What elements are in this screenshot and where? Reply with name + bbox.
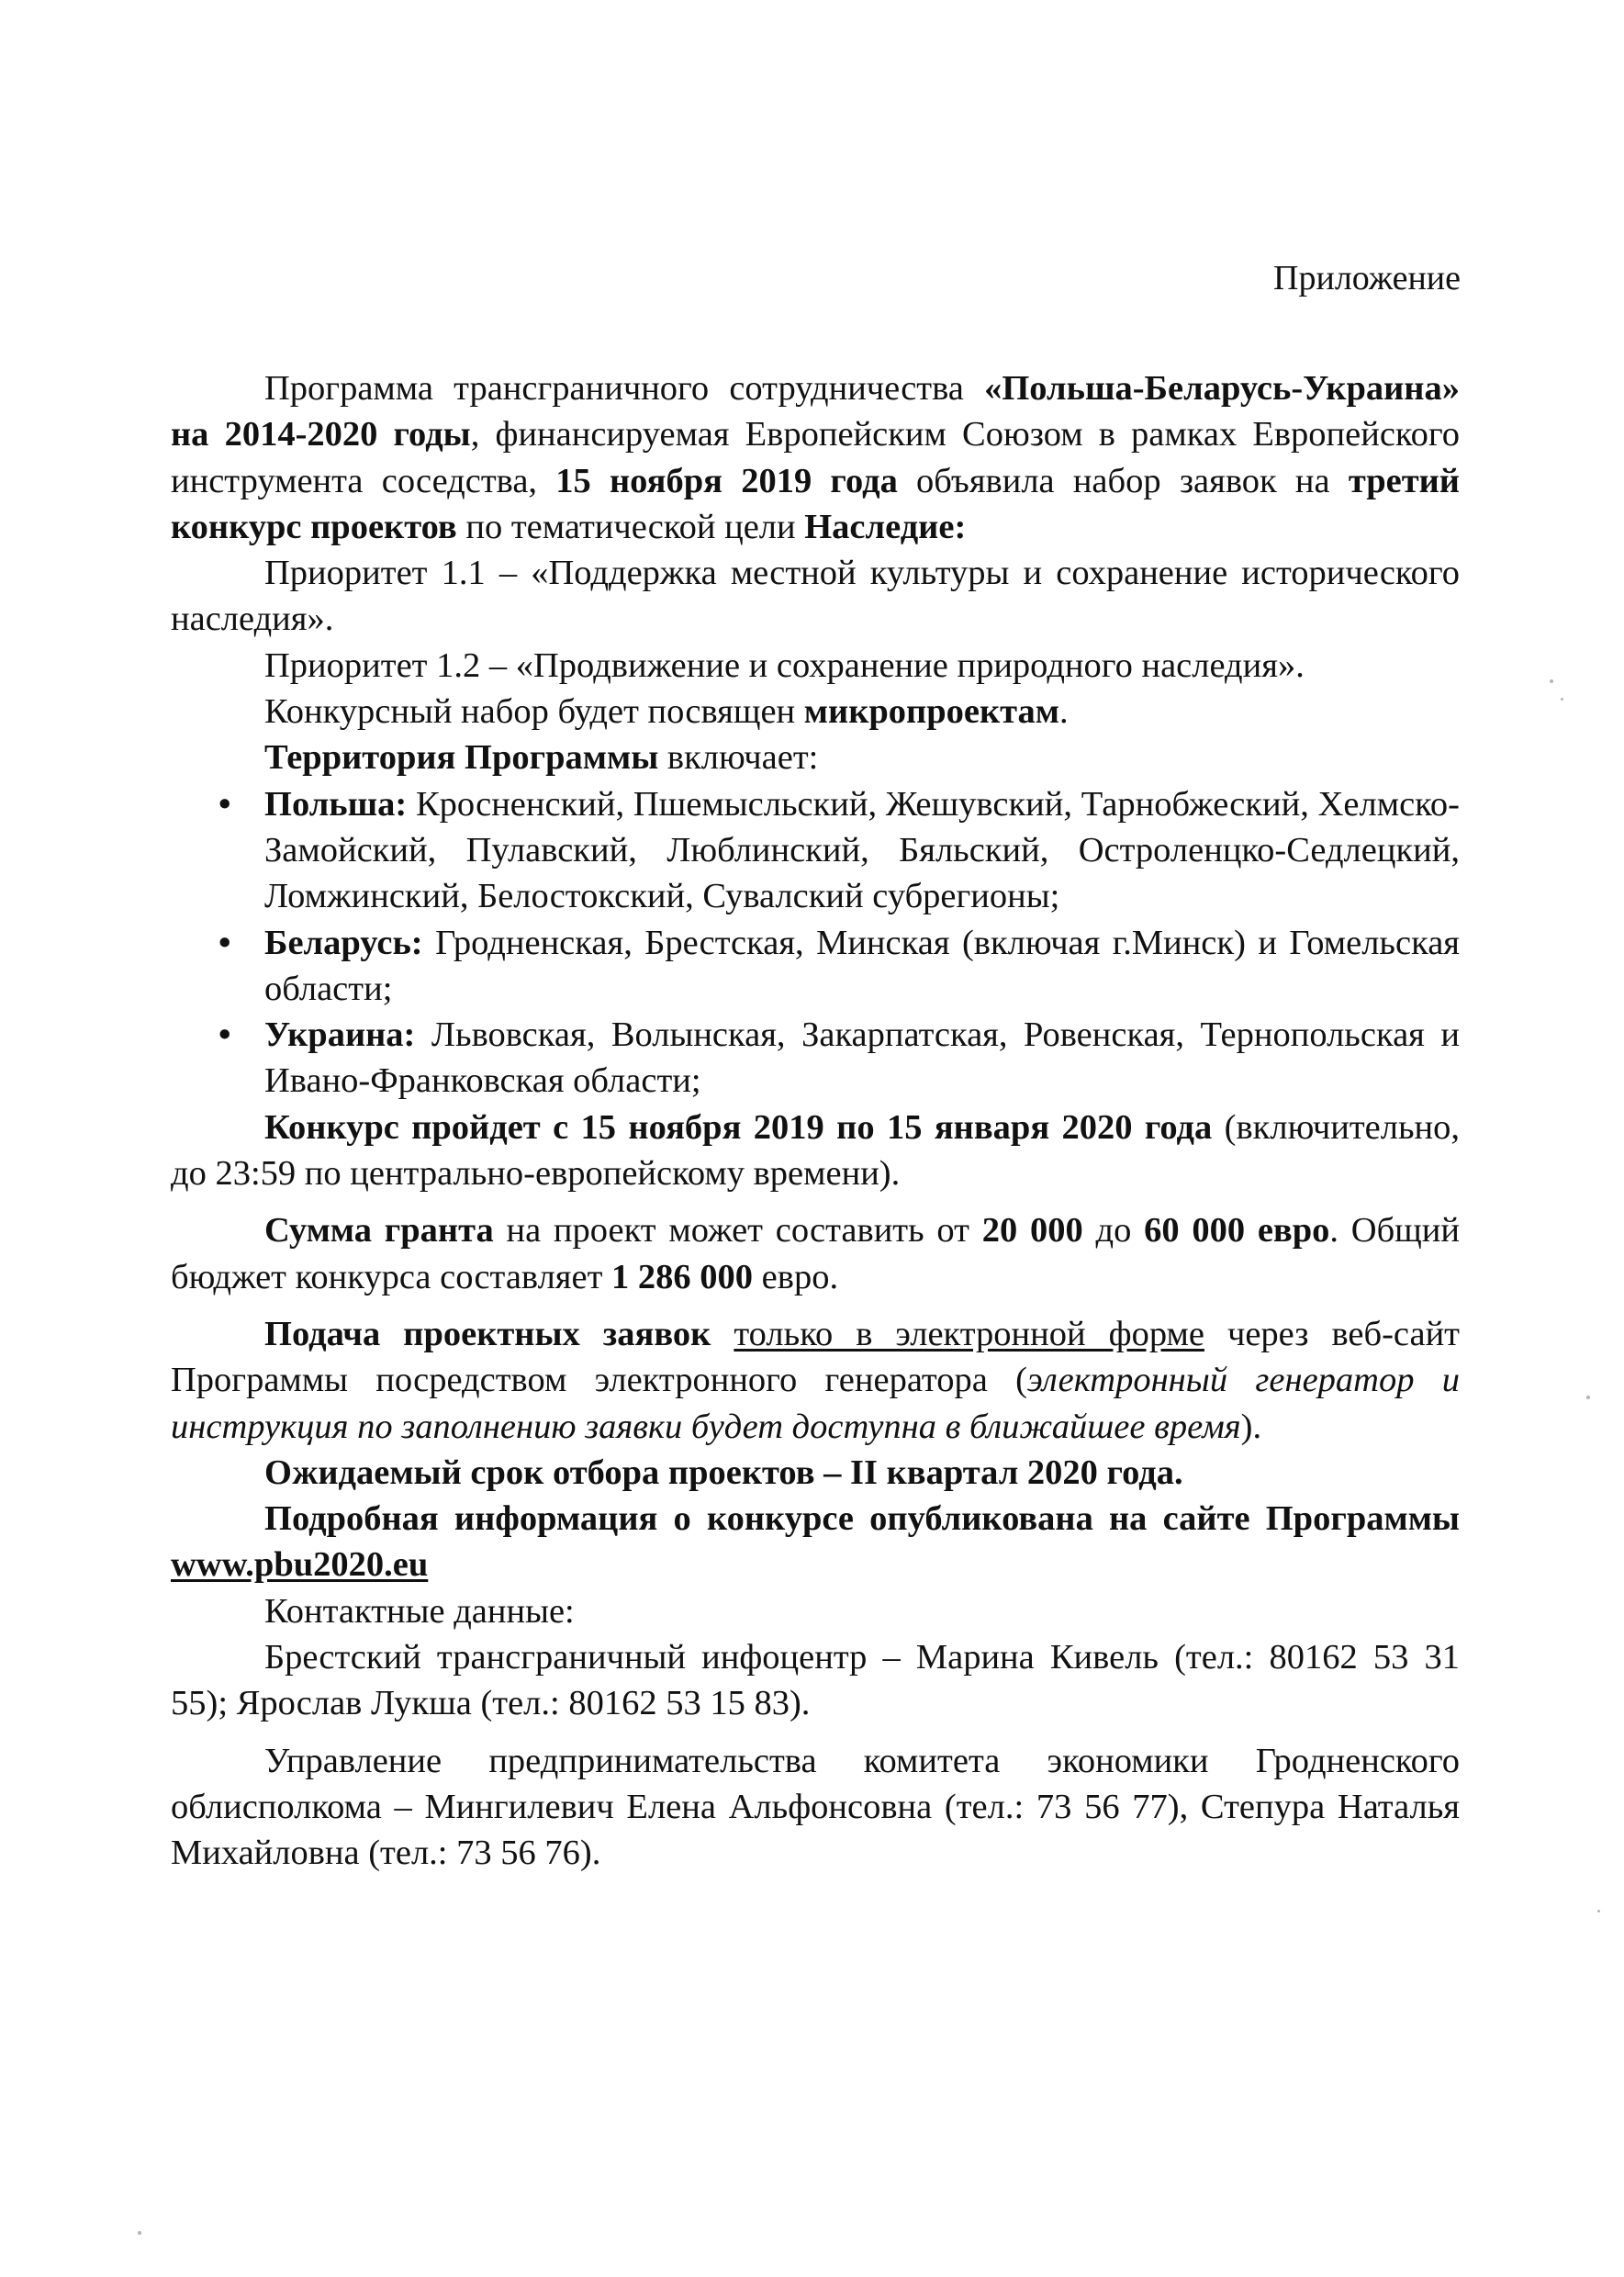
dates-text: (включительно, до 23:59 по центрально-европейскому времени).: [171, 1107, 1461, 1194]
intro-text-1: Программа трансграничного сотрудничества: [264, 369, 985, 408]
territory-bold: Территория Программы: [264, 738, 659, 778]
bullet-icon: •: [218, 1015, 231, 1055]
intro-text-2: , финансируемая Европейским Союзом в рамках Европейского инструмента соседства,: [171, 415, 1460, 500]
list-item-belarus: [171, 920, 1460, 1013]
program-name: «Польша-Беларусь-Украина» на 2014-2020 годы: [171, 369, 1460, 454]
submission-underline: только в электронной форме: [734, 1314, 1204, 1353]
selection-text: Ожидаемый срок отбора проектов – II квартал 2020 года.: [264, 1453, 1183, 1492]
document-body: [171, 365, 1460, 1877]
contact-brest: Брестский трансграничный инфоцентр – Марина Кивель (тел.: 80162 53 31 55); Ярослав Лукша (тел.: 80162 53 15 83).: [171, 1638, 1460, 1723]
country-name: Польша:: [264, 784, 408, 824]
intro-text-3: объявила набор заявок на: [897, 461, 1349, 500]
grant-max: 60 000 евро: [1144, 1211, 1330, 1251]
regions-list: [171, 781, 1460, 1105]
country-name: Украина:: [264, 1015, 416, 1055]
priority-1-1: Приоритет 1.1 – «Поддержка местной культуры и сохранение исторического наследия».: [171, 554, 1460, 639]
priority-1-2: Приоритет 1.2 – «Продвижение и сохранение природного наследия».: [264, 645, 1305, 685]
submission-end: ).: [1240, 1407, 1262, 1446]
submission-italic: электронный генератор и инструкция по заполнению заявки будет доступна в ближайшее время: [171, 1361, 1460, 1446]
scan-speck: [138, 2231, 141, 2235]
scan-speck: [1597, 1910, 1600, 1912]
submission-paragraph: [171, 1311, 1460, 1450]
call-name: третий конкурс проектов: [171, 461, 1460, 546]
selection-paragraph: [171, 1450, 1460, 1496]
submission-bold: Подача проектных заявок: [264, 1314, 711, 1353]
scan-speck: [1586, 1396, 1590, 1399]
micro-end: .: [1059, 692, 1069, 732]
submission-space: [711, 1315, 734, 1353]
grant-text-4: евро.: [753, 1257, 839, 1296]
info-paragraph: [171, 1496, 1460, 1588]
scan-speck: [1561, 698, 1563, 701]
region-list-text: Львовская, Волынская, Закарпатская, Ровенская, Тернопольская и Ивано-Франковская области;: [264, 1015, 1460, 1101]
list-item-poland: [171, 781, 1460, 920]
announcement-date: 15 ноября 2019 года: [555, 461, 898, 500]
country-name: Беларусь:: [264, 923, 423, 962]
scan-speck: [1550, 679, 1553, 683]
website-link[interactable]: www.pbu2020.eu: [171, 1545, 429, 1585]
grant-text-3: . Общий бюджет конкурса составляет: [171, 1211, 1461, 1296]
thematic-goal: Наследие:: [804, 507, 967, 546]
competition-dates: Конкурс пройдет с 15 ноября 2019 по 15 января 2020 года: [264, 1107, 1213, 1147]
contact-grodno: Управление предпринимательства комитета экономики Гродненского облисполкома – Мингилевич Елена Альфонсовна (тел.: 73 56 77), Степура Наталья Михайловна (тел.: 73 56 76).: [171, 1741, 1460, 1873]
micro-bold: микропроектам: [803, 692, 1060, 732]
grant-label: Сумма гранта: [264, 1211, 494, 1251]
territory-text: включает:: [658, 738, 819, 778]
intro-text-4: по тематической цели: [456, 507, 805, 546]
bullet-icon: •: [218, 923, 231, 962]
submission-text: через веб-сайт Программы посредством электронного генератора (: [171, 1314, 1460, 1400]
dates-paragraph: [171, 1105, 1460, 1197]
grant-text-2: до: [1082, 1211, 1145, 1251]
total-budget: 1 286 000: [611, 1257, 754, 1296]
intro-paragraph: [171, 365, 1460, 550]
micro-text: Конкурсный набор будет посвящен: [264, 692, 804, 732]
grant-text-1: на проект может составить от: [493, 1211, 982, 1251]
region-list-text: Гродненская, Брестская, Минская (включая г.Минск) и Гомельская области;: [264, 923, 1460, 1008]
territory-line: [171, 735, 1460, 780]
region-list-text: Кросненский, Пшемысльский, Жешувский, Тарнобжеский, Хелмско-Замойский, Пулавский, Люблинский, Бяльский, Остроленцко-Седлецкий, Ломжинский, Белостокский, Сувалский субрегионы;: [264, 784, 1460, 916]
grant-paragraph: [171, 1207, 1460, 1300]
contacts-label: Контактные данные:: [264, 1591, 575, 1631]
micro-projects-line: [171, 689, 1460, 735]
list-item-ukraine: [171, 1012, 1460, 1105]
grant-min: 20 000: [981, 1211, 1083, 1251]
info-text: Подробная информация о конкурсе опубликована на сайте Программы: [264, 1499, 1460, 1539]
appendix-label: Приложение: [1273, 259, 1461, 297]
bullet-icon: •: [218, 784, 231, 824]
